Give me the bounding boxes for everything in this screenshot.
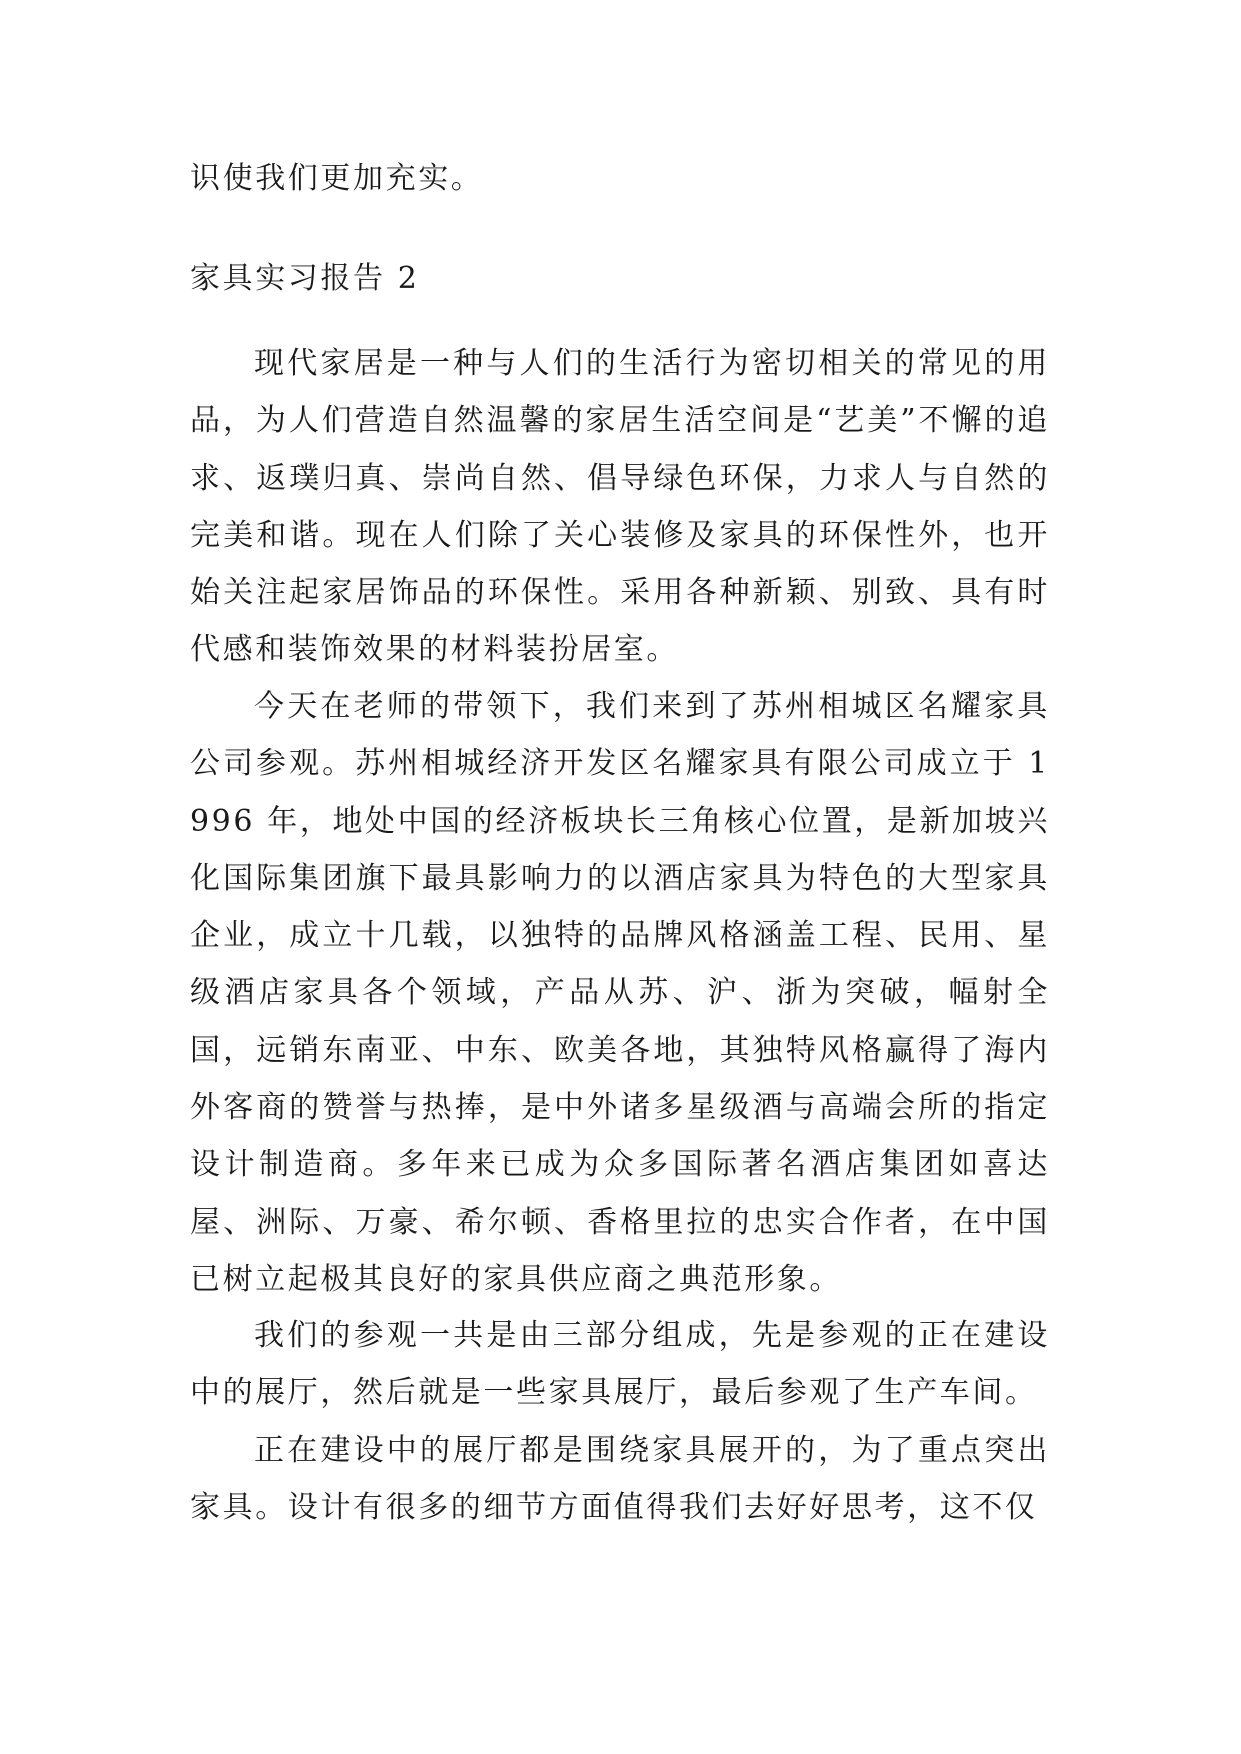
- paragraph-4: 正在建设中的展厅都是围绕家具展开的，为了重点突出家具。设计有很多的细节方面值得我们去好好思考，这不仅: [190, 1433, 1050, 1526]
- paragraph-1: 现代家居是一种与人们的生活行为密切相关的常见的用品，为人们营造自然温馨的家居生活空间是“艺美”不懈的追求、返璞归真、崇尚自然、倡导绿色环保，力求人与自然的完美和谐。现在人们除了关心装修及家具的环保性外，也开始关注起家居饰品的环保性。采用各种新颖、别致、具有时代感和装饰效果的材料装扮居室。: [190, 346, 1050, 668]
- continuation-text: 识使我们更加充实。: [190, 161, 484, 196]
- paragraph-2: 今天在老师的带领下，我们来到了苏州相城区名耀家具公司参观。苏州相城经济开发区名耀家具有限公司成立于 1996 年，地处中国的经济板块长三角核心位置，是新加坡兴化国际集团旗下最具影响力的以酒店家具为特色的大型家具企业，成立十几载，以独特的品牌风格涵盖工程、民用、星级酒店家具各个领域，产品从苏、沪、浙为突破，幅射全国，远销东南亚、中东、欧美各地，其独特风格赢得了海内外客商的赞誉与热捧，是中外诸多星级酒与高端会所的指定设计制造商。多年来已成为众多国际著名酒店集团如喜达屋、洲际、万豪、希尔顿、香格里拉的忠实合作者，在中国已树立起极其良好的家具供应商之典范形象。: [190, 689, 1050, 1297]
- paragraph-3: 我们的参观一共是由三部分组成，先是参观的正在建设中的展厅，然后就是一些家具展厅，最后参观了生产车间。: [190, 1318, 1050, 1411]
- section-title: 家具实习报告 2: [190, 261, 420, 296]
